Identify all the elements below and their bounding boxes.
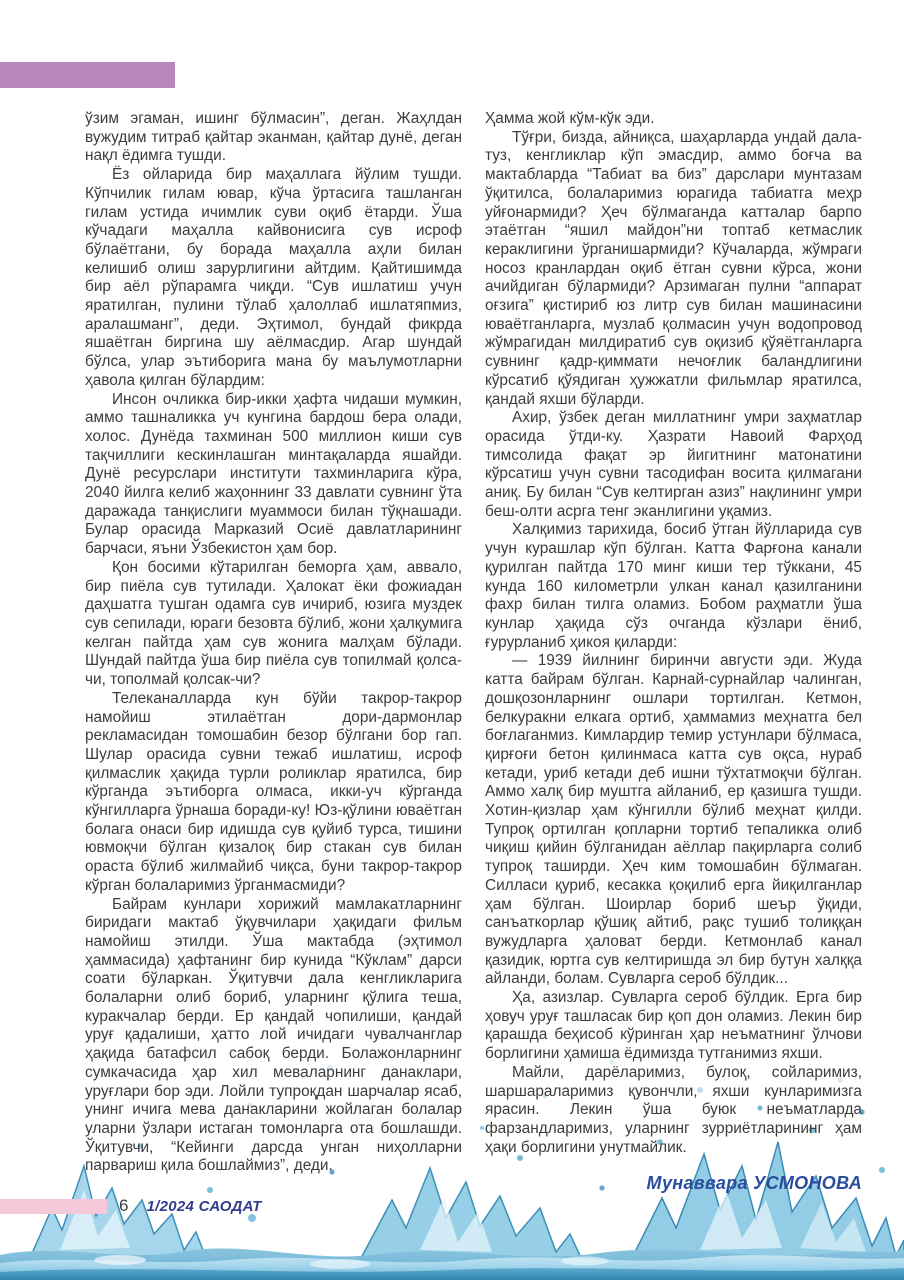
issue-label: 1/2024 САОДАТ — [146, 1197, 262, 1215]
article-paragraph: Ёз ойларида бир маҳаллага йўлим тушди. Кўпчилик гилам ювар, кўча ўртасига ташланган гилам устида ичимлик суви оқиб ётарди. Ўша кўчадаги маҳалла кайвонисига сув исроф бўлаётгани, бу борада маҳалла аҳли билан келишиб олиш зарурлигини айтдим. Қайтишимда бир аёл рўпарамга чиқди. “Сув ишлатиш учун яратилган, пулини тўлаб ҳалоллаб ишлатяпмиз, аралашманг”, деди. Эҳтимол, бундай фикрда яшаётган биргина шу аёлмасдир. Агар шундай бўлса, улар эътиборига мана бу маълумотларни ҳавола қилган бўлардим: — [85, 166, 462, 389]
article-paragraph: Ҳамма жой кўм-кўк эди. — [485, 110, 655, 127]
article-body — [85, 110, 862, 1193]
page-number: 6 — [119, 1196, 129, 1215]
article-paragraph: — 1939 йилнинг биринчи августи эди. Жуда катта байрам бўлган. Карнай-сурнайлар чалинган, дошқозонларнинг ошлари тортилган. Кетмон, белкуракни елкага ортиб, ҳаммамиз меҳнатга бел боғлаганмиз. Кимлардир темир устунлари бўлмаса, қирғоғи бетон қилинмаса катта сув оқса, нураб кетади, уриб кетади деб ишни тўхтатмоқчи бўлган. Аммо халқ бир муштга айланиб, ер қазишга тушди. Хотин-қизлар ҳам кўнгилли бўлиб меҳнат қилди. Тупроқ ортилган қопларни тортиб тепаликка олиб чиқиш қийин бўлганидан аёллар пақирларга солиб тупроқ таширди. Ҳеч ким томошабин бўлмаган. Силласи қуриб, кесакка қоқилиб ерга йиқилганлар ҳам бўлган. Шоирлар бориб шеър ўқиди, санъаткорлар қўшиқ айтиб, рақс тушиб толиққан вужудларга ҳаловат берди. Кетмонлаб канал қазидик, юртга сув келтиришда эл бир бутун халққа айланди, болам. Сувларга сероб бўлдик... — [485, 652, 862, 988]
right-column — [485, 110, 862, 1193]
article-paragraph: Телеканалларда кун бўйи такрор-такрор намойиш этилаётган дори-дармонлар рекламасидан томошабин безор бўлгани бор гап. Шулар орасида сувни тежаб ишлатиш, исроф қилмаслик ҳақида турли роликлар яратилса, бир кўрганда эътиборга олмаса, икки-уч кўрганда кўнгилларга ўрнаша боради-ку! Юз-қўлини юваётган болага онаси бир идишда сув қуйиб турса, тишини ювмоқчи бўлган қизалоқ бир стакан сув билан ораста бўлиб жилмайиб чиқса, буни такрор-такрор кўрган болаларимиз ўрганмасмиди? — [85, 689, 462, 894]
header-accent-bar — [0, 62, 175, 88]
article-paragraph: Майли, дарёларимиз, булоқ, сойларимиз, шаршараларимиз қувончли, яхши кунларимизга ярасин. Лекин ўша буюк неъматларда фарзандларимиз, уларнинг зурриётларининг ҳам ҳақи борлигини унутмайлик. — [485, 1063, 862, 1156]
author-signature: Мунаввара УСМОНОВА — [646, 1173, 862, 1194]
article-paragraph: Қон босими кўтарилган беморга ҳам, аввало, бир пиёла сув тутилади. Ҳалокат ёки фожиадан даҳшатга тушган одамга сув ичириб, юзига муздек сув сепилади, юраги безовта бўлиб, жони ҳалқумига келган пайтда ҳам сув жонига малҳам бўлади. Шундай пайтда ўша бир пиёла сув топилмай қолса-чи, тополмай қолсак-чи? — [85, 558, 462, 689]
article-paragraph: ўзим эгаман, ишинг бўлмасин”, деган. Жаҳлдан вужудим титраб қайтар эканман, қайтар дунё, деган нақл ёдимга тушди. — [85, 110, 462, 165]
article-paragraph: Тўғри, бизда, айниқса, шаҳарларда ундай дала-туз, кенгликлар кўп эмасдир, аммо боғча ва мактабларда “Табиат ва биз” дарслари мунтазам ўқитилса, болаларимиз юрагида табиатга меҳр уйғонармиди? Ҳеч бўлмаганда катталар барпо этаётган “яшил майдон”ни топтаб кетмаслик кераклигини ўрганишармиди? Кўчаларда, жўмраги носоз кранлардан оқиб ётган сувни кўрса, жони ачийдиган бўлармиди? Арзимаган пулни “аппарат оғзига” қистириб юз литр сув билан машинасини юваётганларга, музлаб қолмасин учун водопровод жўмрагидан милдиратиб сув оқизиб қўяётганларга сувнинг қадр-қиммати нечоғлик баландлигини кўрсатиб қўядиган ҳужжатли фильмлар яратилса, қандай яхши бўларди. — [485, 128, 862, 408]
article-paragraph: Ахир, ўзбек деган миллатнинг умри заҳматлар орасида ўтди-ку. Ҳазрати Навоий Фарҳод тимсолида фақат эр йигитнинг матонатини кўрсатиш учун сувни тасодифан восита қилмагани аниқ. Бу билан “Сув келтирган азиз” нақлининг умри беш-олти асрга тенг эканлигини уқамиз. — [485, 409, 862, 520]
article-paragraph: Инсон очликка бир-икки ҳафта чидаши мумкин, аммо ташналикка уч кунгина бардош бера олади, холос. Дунёда тахминан 500 миллион киши сув тақчиллиги кескинлашган минтақаларда яшайди. Дунё ресурслари институти тахминларига кўра, 2040 йилга келиб жаҳоннинг 33 давлати сувнинг ўта даражада танқислиги муаммоси билан тўқнашади. Булар орасида Марказий Осиё давлатларининг барчаси, яъни Ўзбекистон ҳам бор. — [85, 390, 462, 558]
article-paragraph: Ҳа, азизлар. Сувларга сероб бўлдик. Ерга бир ҳовуч уруғ ташласак бир қоп дон оламиз. Лекин бир қарашда беҳисоб кўринган ҳар неъматнинг ўлчови борлигини ҳамиша ёдимизда тутганимиз яхши. — [485, 989, 862, 1063]
footer-accent-bar — [0, 1199, 107, 1214]
article-paragraph: Байрам кунлари хорижий мамлакатларнинг биридаги мактаб ўқувчилари ҳақидаги фильм намойиш этилди. Ўша мактабда (эҳтимол ҳаммасида) ҳафтанинг бир кунида “Кўклам” дарси соати бўларкан. Ўқитувчи дала кенгликларига болаларни олиб бориб, уларнинг қўлига теша, куракчалар берди. Ер қандай чопилиши, қандай уруғ қадалиши, ҳатто лой ичидаги чувалчанглар ҳақида батафсил сабоқ берди. Болажонларнинг сумкачасида ҳар хил меваларнинг данаклари, уруғлари бор эди. Лойли тупроқдан шарчалар ясаб, унинг ичига мева данакларини жойлаган болалар уларни ўзлари истаган томонларга ота бошлашди. Ўқитувчи, “Кейинги дарсда унган ниҳолларни парвариш қила бошлаймиз”, деди. — [85, 895, 462, 1175]
left-column — [85, 110, 462, 1193]
article-paragraph: Халқимиз тарихида, босиб ўтган йўлларида сув учун курашлар кўп бўлган. Катта Фарғона канали қурилган пайтда 170 минг киши тер тўккани, 45 кунда 160 километрли улкан канал қазилганини фахр билан тилга оламиз. Бобом раҳматли ўша кунлар ҳақида сўз очганда кўзлари ёниб, ғурурланиб ҳикоя қиларди: — [485, 521, 862, 651]
page-footer — [0, 1196, 904, 1216]
